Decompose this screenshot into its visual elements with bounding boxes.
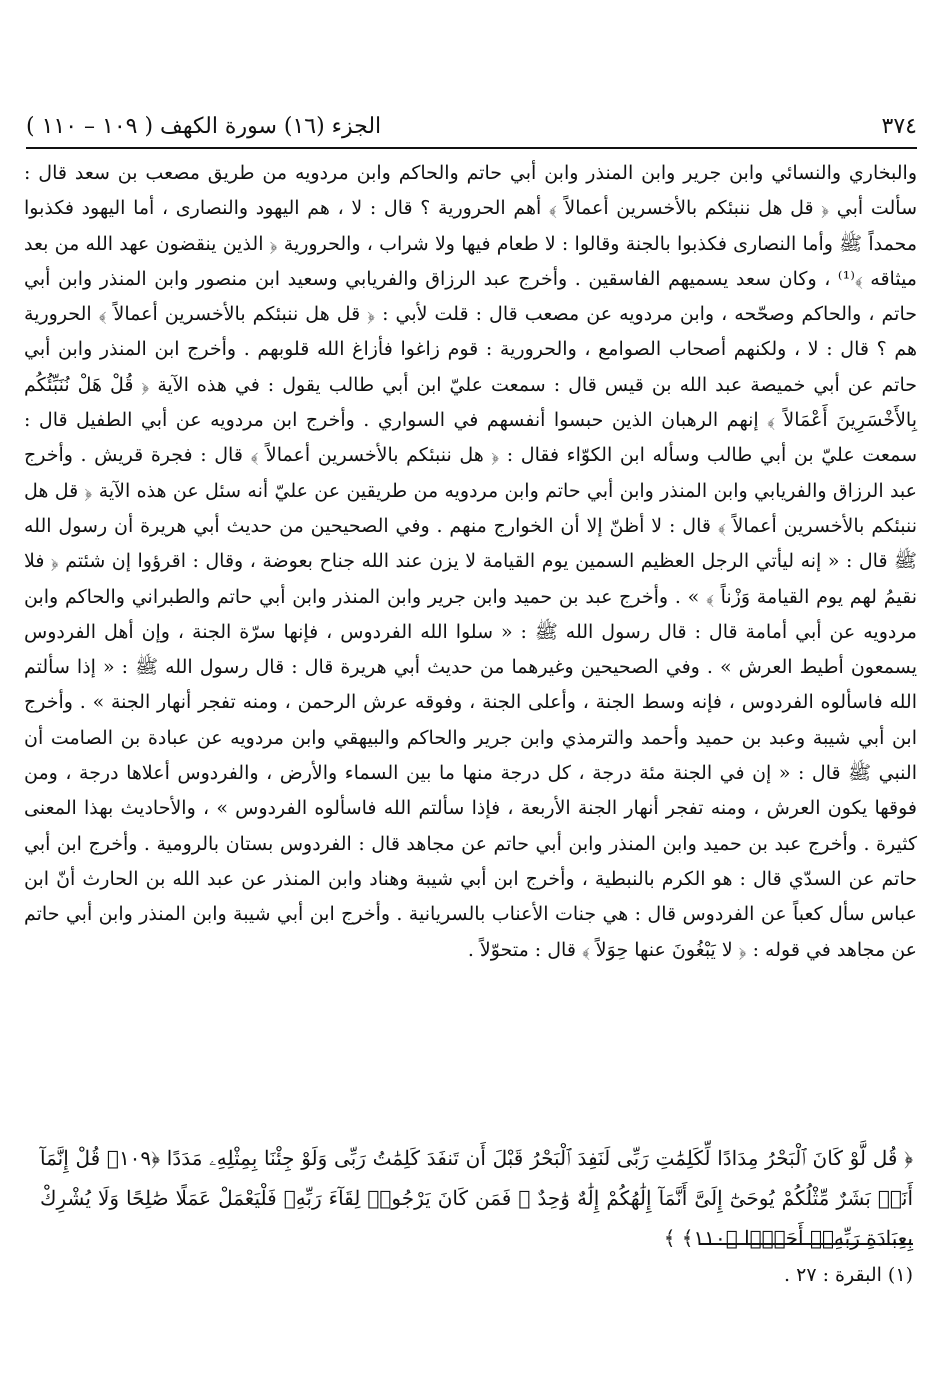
- verses-text: ﴿ قُل لَّوْ كَانَ ٱلْبَحْرُ مِدَادًا لِّكَلِمَٰتِ رَبِّى لَنَفِدَ ٱلْبَحْرُ قَبْلَ أَن تَنفَدَ كَلِمَٰتُ رَبِّى وَلَوْ جِئْنَا بِمِثْلِهِۦ مَدَدًا ﴿١٠٩﴾ قُلْ إِنَّمَآ أَنَا۠ بَشَرٌ مِّثْلُكُمْ يُوحَىٰٓ إِلَىَّ أَنَّمَآ إِلَٰهُكُمْ إِلَٰهٌ وَٰحِدٌ ۖ فَمَن كَانَ يَرْجُوا۟ لِقَآءَ رَبِّهِۦ فَلْيَعْمَلْ عَمَلًا صَٰلِحًا وَلَا يُشْرِكْ بِعِبَادَةِ رَبِّهِۦٓ أَحَدًۢا ﴿١١٠﴾ ﴾: [40, 1146, 914, 1250]
- commentary-text: [24, 156, 917, 968]
- header-divider: [26, 147, 917, 149]
- commentary-paragraph: والبخاري والنسائي وابن جرير وابن المنذر وابن أبي حاتم والحاكم وابن مردويه من طريق مصعب بن سعد قال : سألت أبي ﴿ قل هل ننبئكم بالأخسرين أعمالاً ﴾ أهم الحرورية ؟ قال : لا ، هم اليهود والنصارى ، أما اليهود فكذبوا محمداً ﷺ وأما النصارى فكذبوا بالجنة وقالوا : لا طعام فيها ولا شراب ، والحرورية ﴿ الذين ينقضون عهد الله من بعد ميثاقه ﴾⁽¹⁾ ، وكان سعد يسميهم الفاسقين . وأخرج عبد الرزاق والفريابي وسعيد ابن منصور وابن المنذر وابن أبي حاتم ، والحاكم وصحّحه ، وابن مردويه عن مصعب قال : قلت لأبي : ﴿ قل هل ننبئكم بالأخسرين أعمالاً ﴾ الحرورية هم ؟ قال : لا ، ولكنهم أصحاب الصوامع ، والحرورية : قوم زاغوا فأزاغ الله قلوبهم . وأخرج ابن المنذر وابن أبي حاتم عن أبي خميصة عبد الله بن قيس قال : سمعت عليّ ابن أبي طالب يقول : في هذه الآية ﴿ قُلْ هَلْ نُنَبِّئُكُم بِالأَخْسَرِينَ أَعْمَالاً ﴾ إنهم الرهبان الذين حبسوا أنفسهم في السواري . وأخرج ابن مردويه عن أبي الطفيل قال : سمعت عليّ بن أبي طالب وسأله ابن الكوّاء فقال : ﴿ هل ننبئكم بالأخسرين أعمالاً ﴾ قال : فجرة قريش . وأخرج عبد الرزاق والفريابي وابن المنذر وابن أبي حاتم وابن مردويه من طريقين عن عليّ أنه سئل عن هذه الآية ﴿ قل هل ننبئكم بالأخسرين أعمالاً ﴾ قال : لا أظنّ إلا أن الخوارج منهم . وفي الصحيحين من حديث أبي هريرة أن رسول الله ﷺ قال : « إنه ليأتي الرجل العظيم السمين يوم القيامة لا يزن عند الله جناح بعوضة ، وقال : اقرؤوا إن شئتم ﴿ فلا نقيمُ لهم يوم القيامة وَزْناً ﴾ » . وأخرج عبد بن حميد وابن جرير وابن المنذر وابن أبي حاتم والطبراني والحاكم وابن مردويه عن أبي أمامة قال : قال رسول الله ﷺ : « سلوا الله الفردوس ، فإنها سرّة الجنة ، وإن أهل الفردوس يسمعون أطيط العرش » . وفي الصحيحين وغيرهما من حديث أبي هريرة قال : قال رسول الله ﷺ : « إذا سألتم الله فاسألوه الفردوس ، فإنه وسط الجنة ، وأعلى الجنة ، وفوقه عرش الرحمن ، ومنه تفجر أنهار الجنة » . وأخرج ابن أبي شيبة وعبد بن حميد وأحمد والترمذي وابن جرير والحاكم والبيهقي وابن مردويه عن عبادة بن الصامت أن النبي ﷺ قال : « إن في الجنة مئة درجة ، كل درجة منها ما بين السماء والأرض ، والفردوس أعلاها درجة ، ومن فوقها يكون العرش ، ومنه تفجر أنهار الجنة الأربعة ، فإذا سألتم الله فاسألوه الفردوس » ، والأحاديث بهذا المعنى كثيرة . وأخرج عبد بن حميد وابن المنذر وابن أبي حاتم عن مجاهد قال : الفردوس بستان بالرومية . وأخرج ابن أبي حاتم عن السدّي قال : هو الكرم بالنبطية ، وأخرج ابن أبي شيبة وهناد وابن المنذر عن عبد الله بن الحارث أنّ ابن عباس سأل كعباً عن الفردوس قال : هي جنات الأعناب بالسريانية . وأخرج ابن أبي شيبة وابن المنذر وابن أبي حاتم عن مجاهد في قوله : ﴿ لا يَبْغُونَ عنها حِوَلاً ﴾ قال : متحوّلاً .: [24, 162, 917, 961]
- page-header: [26, 108, 917, 144]
- page-number: ٣٧٤: [881, 113, 917, 139]
- running-title: الجزء (١٦) سورة الكهف ( ١٠٩ – ١١٠ ): [26, 113, 382, 139]
- quran-verses: [40, 1138, 913, 1258]
- footnote-divider: [699, 1243, 913, 1245]
- footnote: (١) البقرة : ٢٧ .: [784, 1264, 913, 1286]
